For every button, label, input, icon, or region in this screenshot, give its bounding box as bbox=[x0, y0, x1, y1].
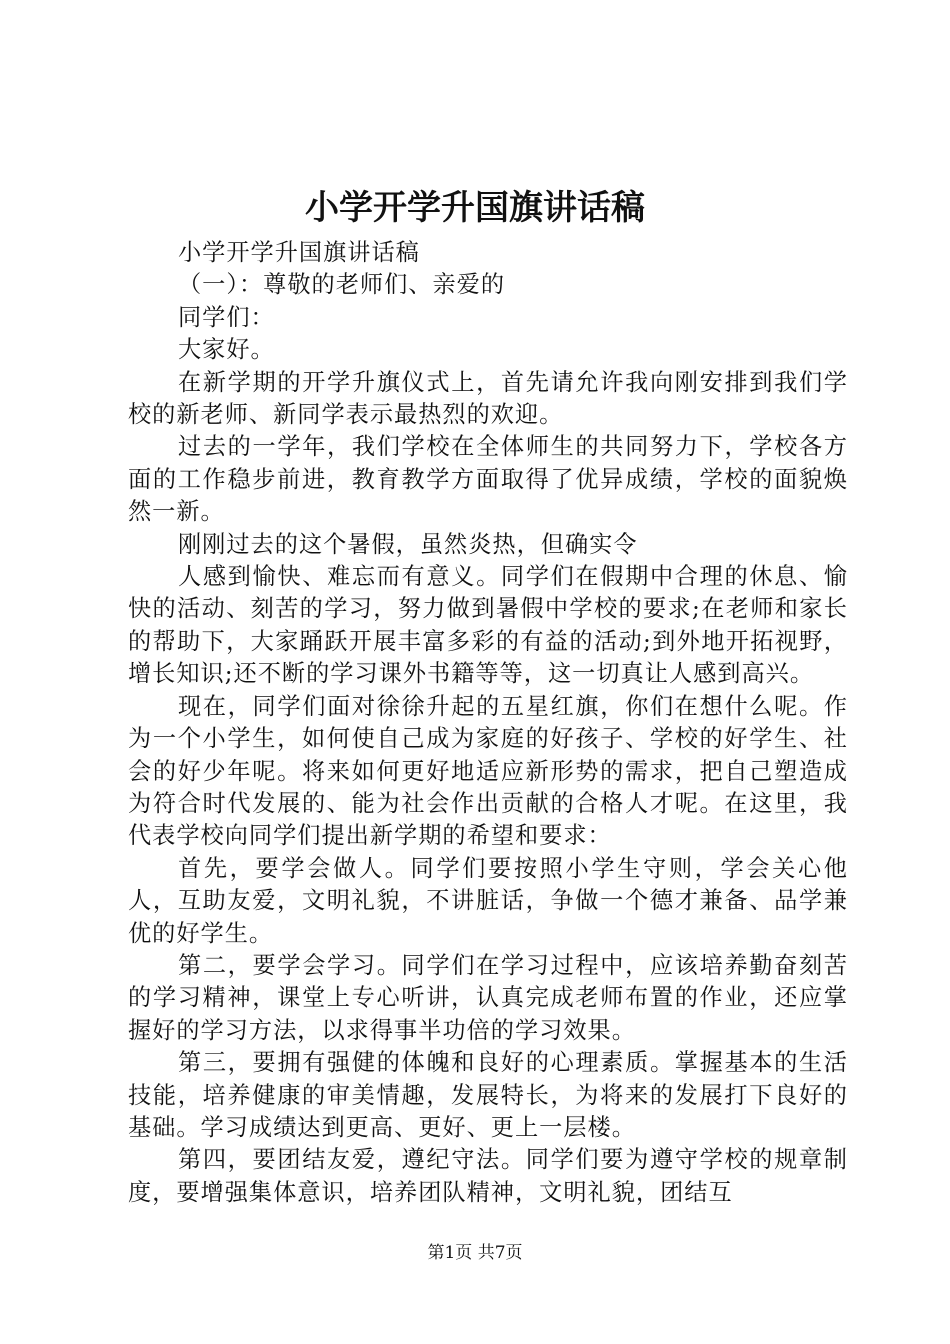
paragraph: 第二，要学会学习。同学们在学习过程中，应该培养勤奋刻苦的学习精神，课堂上专心听讲，认真完成老师布置的作业，还应掌握好的学习方法，以求得事半功倍的学习效果。 bbox=[128, 951, 848, 1044]
paragraph: 同学们： bbox=[178, 303, 275, 331]
paragraph: （一）：尊敬的老师们、亲爱的 bbox=[178, 271, 506, 299]
page-number: 第1页 共7页 bbox=[427, 1243, 523, 1263]
paragraph: 现在，同学们面对徐徐升起的五星红旗，你们在想什么呢。作为一个小学生，如何使自己成为家庭的好孩子、学校的好学生、社会的好少年呢。将来如何更好地适应新形势的需求，把自己塑造成为符合时代发展的、能为社会作出贡献的合格人才呢。在这里，我代表学校向同学们提出新学期的希望和要求： bbox=[128, 692, 848, 850]
paragraph: 小学开学升国旗讲话稿 bbox=[178, 239, 420, 266]
paragraph: 过去的一学年，我们学校在全体师生的共同努力下，学校各方面的工作稳步前进，教育教学方面取得了优异成绩，学校的面貌焕然一新。 bbox=[128, 433, 848, 526]
paragraph: 大家好。 bbox=[178, 336, 275, 364]
document-body bbox=[128, 237, 848, 1209]
paragraph: 刚刚过去的这个暑假，虽然炎热，但确实令 bbox=[178, 530, 638, 558]
paragraph: 第三，要拥有强健的体魄和良好的心理素质。掌握基本的生活技能，培养健康的审美情趣，发展特长，为将来的发展打下良好的基础。学习成绩达到更高、更好、更上一层楼。 bbox=[128, 1049, 848, 1141]
paragraph: 人感到愉快、难忘而有意义。同学们在假期中合理的休息、愉快的活动、刻苦的学习，努力做到暑假中学校的要求;在老师和家长的帮助下，大家踊跃开展丰富多彩的有益的活动;到外地开拓视野，增长知识;还不断的学习课外书籍等等，这一切真让人感到高兴。 bbox=[128, 563, 848, 688]
paragraph: 首先，要学会做人。同学们要按照小学生守则，学会关心他人，互助友爱，文明礼貌，不讲脏话，争做一个德才兼备、品学兼优的好学生。 bbox=[128, 854, 848, 947]
page-title: 小学开学升国旗讲话稿 bbox=[305, 188, 645, 228]
paragraph: 在新学期的开学升旗仪式上，首先请允许我向刚安排到我们学校的新老师、新同学表示最热烈的欢迎。 bbox=[128, 368, 848, 429]
paragraph: 第四，要团结友爱，遵纪守法。同学们要为遵守学校的规章制度，要增强集体意识，培养团队精神，文明礼貌，团结互 bbox=[128, 1146, 848, 1206]
